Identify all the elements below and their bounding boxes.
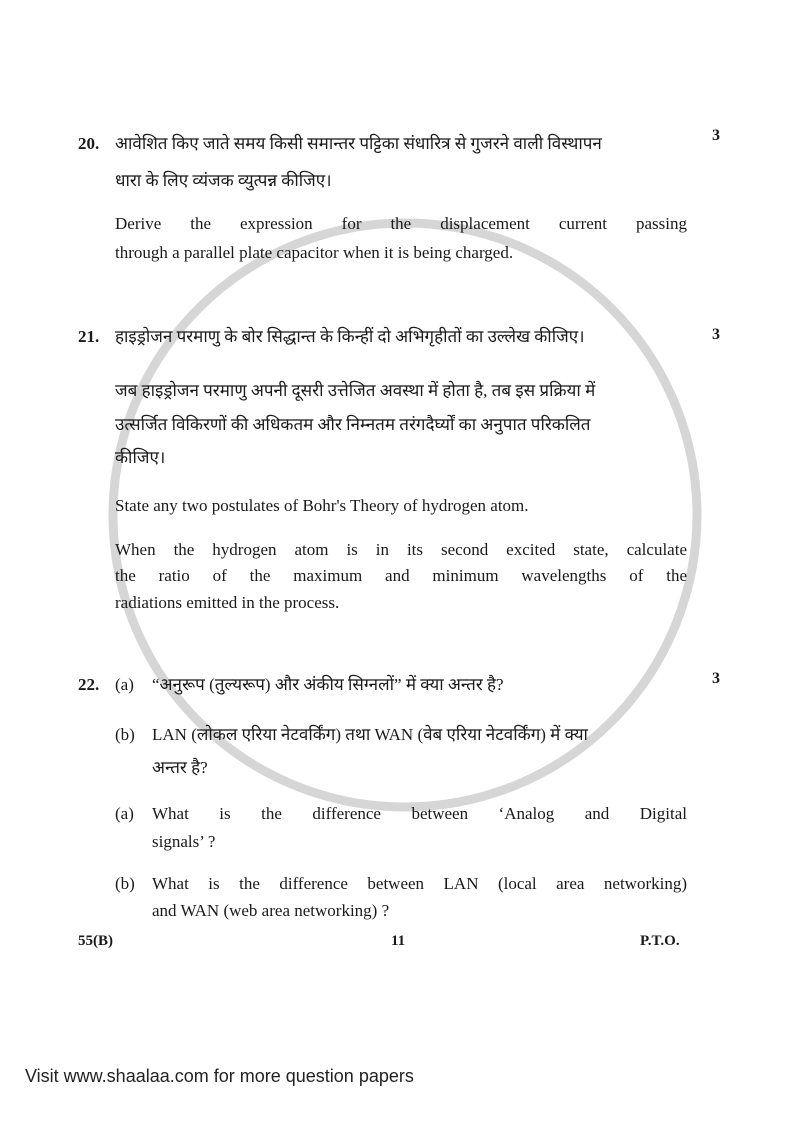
part-label: (a) — [115, 675, 134, 694]
english-paragraph — [115, 209, 687, 267]
hindi-text: धारा के लिए व्यंजक व्युत्पन्न कीजिए। — [115, 171, 332, 190]
question-paper-page — [78, 127, 738, 950]
english-paragraph — [115, 537, 687, 617]
hindi-text: हाइड्रोजन परमाणु के बोर सिद्धान्त के किन्हीं दो अभिगृहीतों का उल्लेख कीजिए। — [115, 327, 585, 346]
question-marks: 3 — [712, 670, 720, 687]
part-label: (b) — [115, 725, 135, 744]
english-text: Derive the expression for the displacement current passing — [115, 214, 687, 233]
english-text: the ratio of the maximum and minimum wavelengths of the — [115, 566, 687, 585]
paper-code: 55(B) — [78, 933, 113, 949]
part-b-english — [115, 870, 687, 924]
english-text: What is the difference between LAN (local area networking) — [152, 874, 687, 893]
question-22 — [78, 670, 738, 924]
hindi-text: कीजिए। — [115, 448, 166, 467]
hindi-text: जब हाइड्रोजन परमाणु अपनी दूसरी उत्तेजित अवस्था में होता है, तब इस प्रक्रिया में — [115, 381, 596, 400]
question-marks: 3 — [712, 127, 720, 144]
english-text: through a parallel plate capacitor when it is being charged. — [115, 243, 514, 262]
hindi-text: “अनुरूप (तुल्यरूप) और अंकीय सिग्नलों” में क्या अन्तर है? — [152, 675, 504, 694]
question-20 — [78, 127, 738, 267]
hindi-text: आवेशित किए जाते समय किसी समान्तर पट्टिका संधारित्र से गुजरने वाली विस्थापन — [115, 134, 602, 153]
question-number: 20. — [78, 134, 100, 153]
hindi-paragraph — [115, 374, 687, 475]
page-footer — [78, 932, 738, 950]
hindi-paragraph — [115, 125, 687, 199]
page-number: 11 — [391, 933, 406, 949]
english-text: What is the difference between ‘Analog and Digital — [152, 804, 687, 823]
hindi-text: उत्सर्जित विकिरणों की अधिकतम और निम्नतम तरंगदैर्घ्यों का अनुपात परिकलित — [115, 414, 591, 434]
english-text: and WAN (web area networking) ? — [152, 901, 390, 920]
hindi-text: अन्तर है? — [152, 758, 208, 777]
shaalaa-banner-link[interactable]: Visit www.shaalaa.com for more question papers — [25, 1066, 414, 1086]
question-21 — [78, 326, 738, 616]
hindi-text: LAN (लोकल एरिया नेटवर्किंग) तथा WAN (वेब एरिया नेटवर्किंग) में क्या — [152, 725, 588, 744]
question-number: 21. — [78, 327, 100, 346]
part-label: (a) — [115, 804, 134, 823]
english-text: radiations emitted in the process. — [115, 592, 340, 612]
question-number: 22. — [78, 675, 100, 694]
english-text: signals’ ? — [152, 832, 216, 851]
part-b-hindi — [115, 718, 687, 784]
pto-label: P.T.O. — [640, 933, 680, 949]
english-text: When the hydrogen atom is in its second excited state, calculate — [115, 539, 687, 559]
part-a-hindi — [115, 674, 687, 696]
part-label: (b) — [115, 874, 135, 893]
question-marks: 3 — [712, 326, 720, 343]
english-text: State any two postulates of Bohr's Theory of hydrogen atom. — [115, 495, 529, 515]
part-a-english — [115, 800, 687, 856]
